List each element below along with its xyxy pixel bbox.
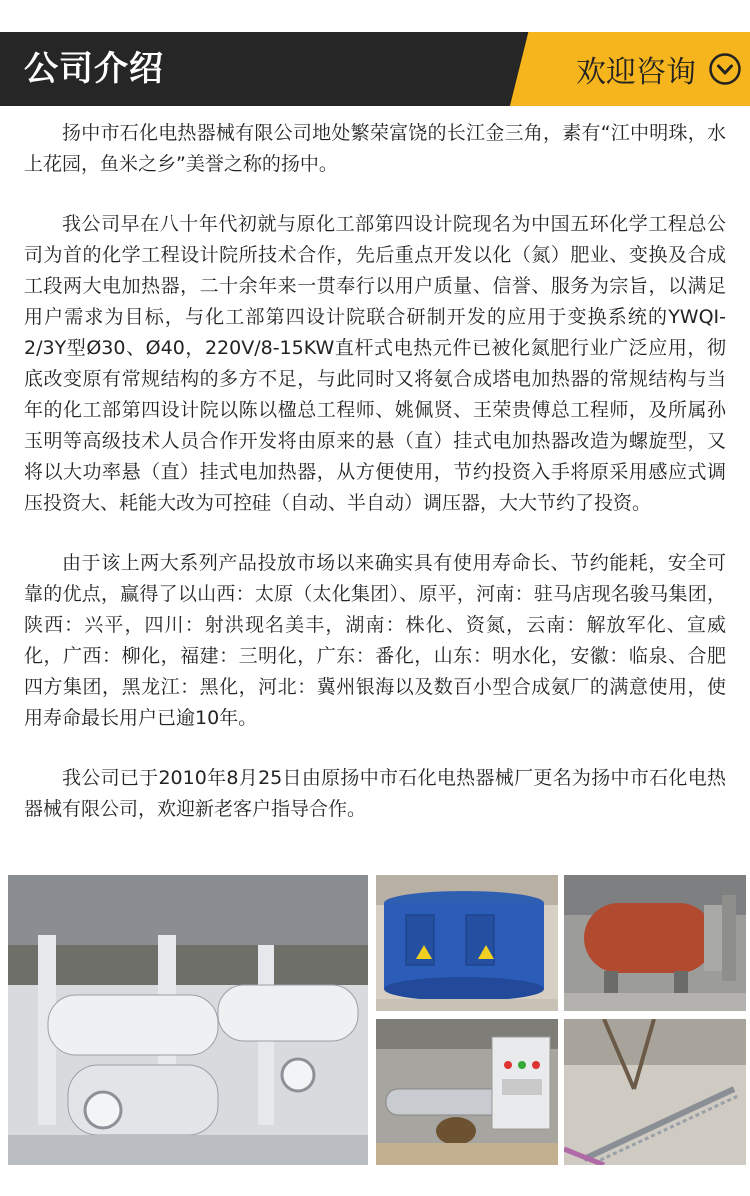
heating-element-rods-photo: [564, 1019, 746, 1165]
intro-paragraph-3: 由于该上两大系列产品投放市场以来确实具有使用寿命长、节约能耗，安全可靠的优点，赢得了以山西：太原（太化集团）、原平，河南：驻马店现名骏马集团，陕西：兴平，四川：射洪现名美丰，湖南：株化、资氮，云南：解放军化、宣威化，广西：柳化，福建：三明化，广东：番化，山东：明水化，安徽：临泉、合肥四方集团，黑龙江：黑化，河北：冀州银海以及数百小型合成氨厂的满意使用，使用寿命最长用户已逾10年。: [24, 552, 726, 729]
product-gallery: [0, 875, 750, 1165]
chevron-down-circle-icon: [708, 52, 742, 86]
intro-content: [24, 118, 726, 854]
stainless-heater-photo: [8, 875, 368, 1165]
red-tank-heater-photo: [564, 875, 746, 1011]
blue-heater-photo: [376, 875, 558, 1011]
intro-paragraph-1: 扬中市石化电热器械有限公司地处繁荣富饶的长江金三角，素有“江中明珠，水上花园，鱼米之乡”美誉之称的扬中。: [24, 122, 726, 175]
section-header: [0, 32, 750, 106]
intro-paragraph-2: 我公司早在八十年代初就与原化工部第四设计院现名为中国五环化学工程总公司为首的化学工程设计院所技术合作，先后重点开发以化（氮）肥业、变换及合成工段两大电加热器，二十余年来一贯奉行以用户质量、信誉、服务为宗旨，以满足用户需求为目标，与化工部第四设计院联合研制开发的应用于变换系统的YWQI-2/3Y型Ø30、Ø40，220V/8-15KW直杆式电热元件已被化氮肥行业广泛应用，彻底改变原有常规结构的多方不足，与此同时又将氨合成塔电加热器的常规结构与当年的化工部第四设计院以陈以楹总工程师、姚佩贤、王荣贵傅总工程师，及所属孙玉明等高级技术人员合作开发将由原来的悬（直）挂式电加热器改造为螺旋型，又将以大功率悬（直）挂式电加热器，从方便使用，节约投资入手将原采用感应式调压投资大、耗能大改为可控硅（自动、半自动）调压器，大大节约了投资。: [24, 213, 726, 514]
consult-button-label: 欢迎咨询: [576, 55, 696, 90]
page-title: 公司介绍: [24, 49, 164, 89]
intro-paragraph-4: 我公司已于2010年8月25日由原扬中市石化电热器械厂更名为扬中市石化电热器械有限公司，欢迎新老客户指导合作。: [24, 767, 726, 820]
control-cabinet-photo: [376, 1019, 558, 1165]
consult-button[interactable]: [540, 32, 750, 106]
